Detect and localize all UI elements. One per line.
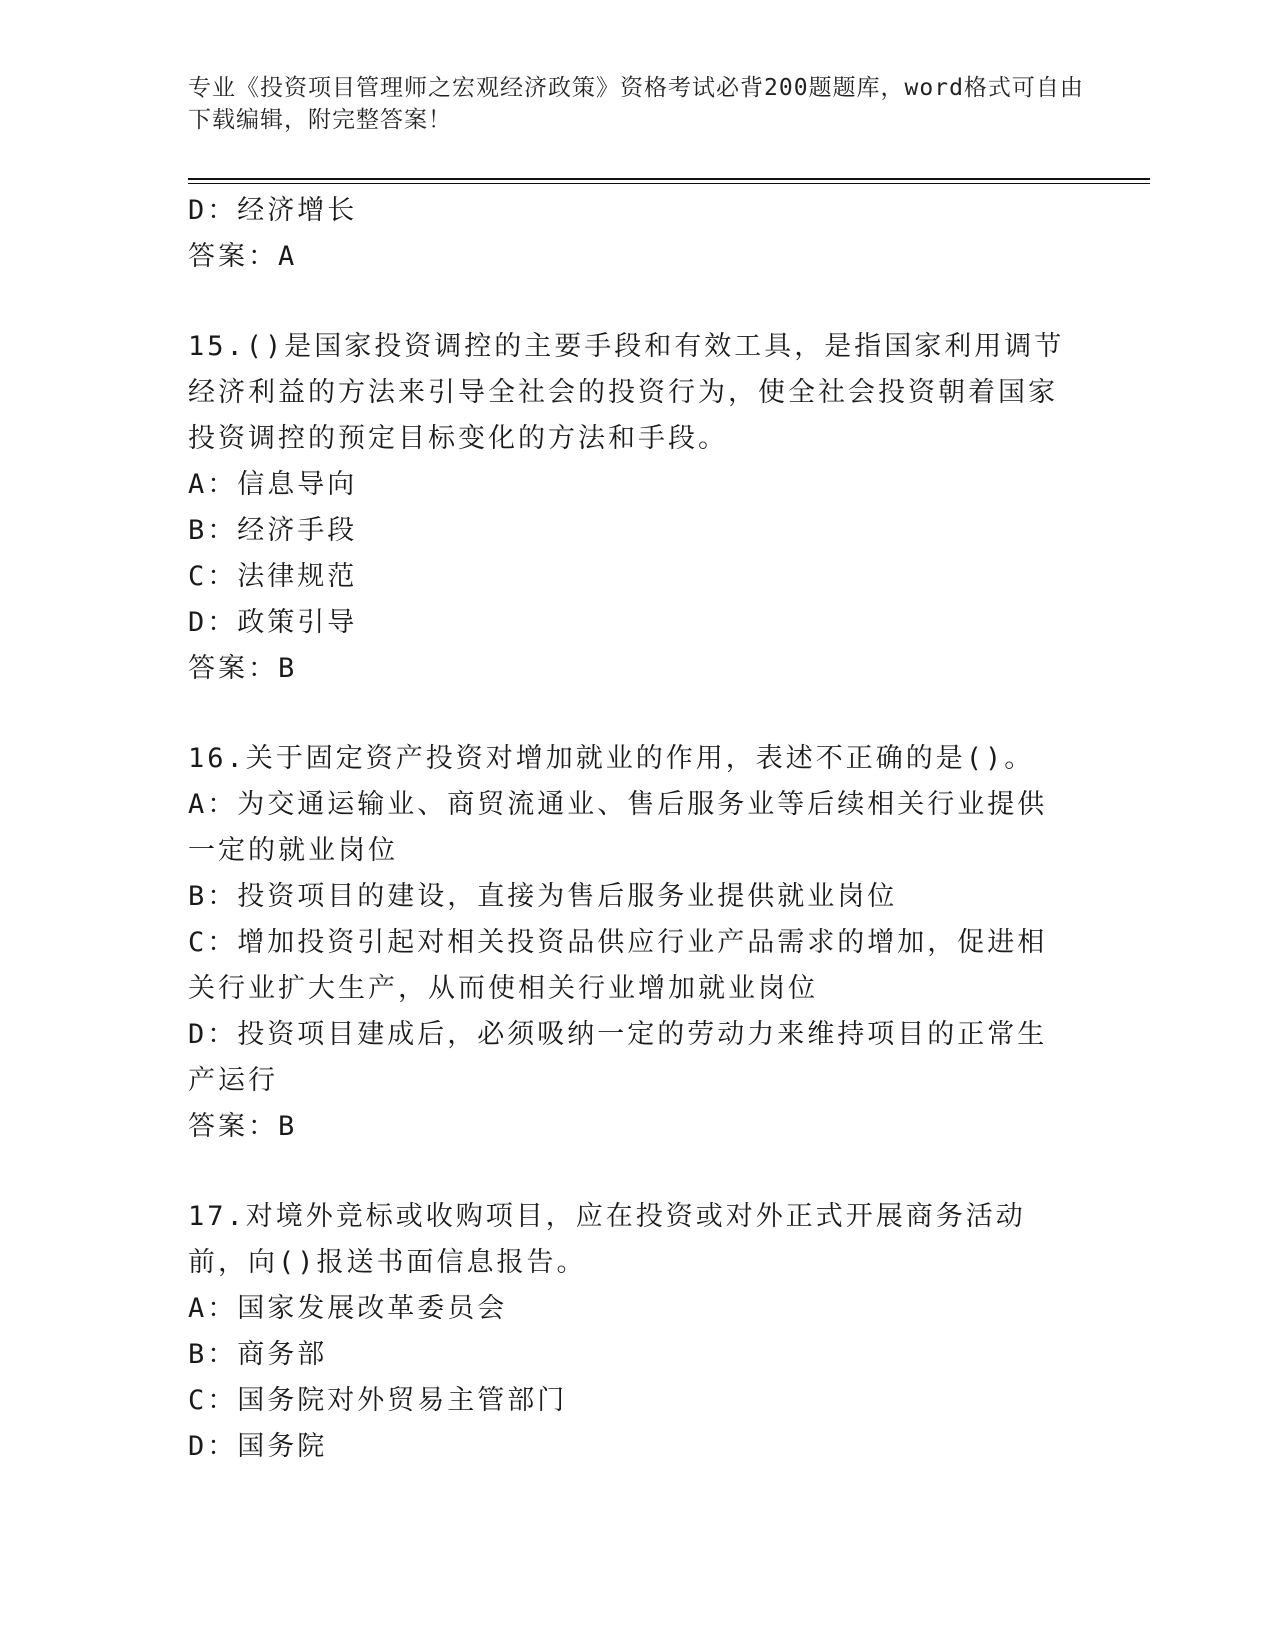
option-c: C：法律规范 <box>188 561 358 592</box>
prev-option-d: D：经济增长 <box>188 195 358 226</box>
document-header <box>188 72 1088 136</box>
document-body <box>188 188 1068 1470</box>
answer: 答案：B <box>188 653 298 684</box>
option-b: B：经济手段 <box>188 515 358 546</box>
answer: 答案：B <box>188 1111 298 1142</box>
question-stem: 15.()是国家投资调控的主要手段和有效工具，是指国家利用调节经济利益的方法来引导全社会的投资行为，使全社会投资朝着国家投资调控的预定目标变化的方法和手段。 <box>188 331 1065 454</box>
header-divider-thick <box>188 178 1150 180</box>
option-c: C：增加投资引起对相关投资品供应行业产品需求的增加，促进相关行业扩大生产，从而使相关行业增加就业岗位 <box>188 927 1048 1004</box>
spacer <box>188 692 1068 736</box>
question-15 <box>188 324 1068 692</box>
option-d: D：投资项目建成后，必须吸纳一定的劳动力来维持项目的正常生产运行 <box>188 1019 1048 1096</box>
option-d: D：国务院 <box>188 1431 328 1462</box>
question-16 <box>188 736 1068 1150</box>
spacer <box>188 1150 1068 1194</box>
option-b: B：投资项目的建设，直接为售后服务业提供就业岗位 <box>188 881 898 912</box>
header-divider-thin <box>188 183 1150 184</box>
spacer <box>188 280 1068 324</box>
question-stem: 17.对境外竞标或收购项目，应在投资或对外正式开展商务活动前，向()报送书面信息报告。 <box>188 1201 1026 1278</box>
header-title: 专业《投资项目管理师之宏观经济政策》资格考试必背200题题库，word格式可自由下载编辑，附完整答案！ <box>188 75 1084 133</box>
option-c: C：国务院对外贸易主管部门 <box>188 1385 568 1416</box>
option-b: B：商务部 <box>188 1339 328 1370</box>
option-a: A：信息导向 <box>188 469 358 500</box>
option-a: A：为交通运输业、商贸流通业、售后服务业等后续相关行业提供一定的就业岗位 <box>188 789 1048 866</box>
option-a: A：国家发展改革委员会 <box>188 1293 508 1324</box>
prev-answer: 答案：A <box>188 241 298 272</box>
question-17 <box>188 1194 1068 1470</box>
question-stem: 16.关于固定资产投资对增加就业的作用，表述不正确的是()。 <box>188 743 1035 774</box>
option-d: D：政策引导 <box>188 607 358 638</box>
